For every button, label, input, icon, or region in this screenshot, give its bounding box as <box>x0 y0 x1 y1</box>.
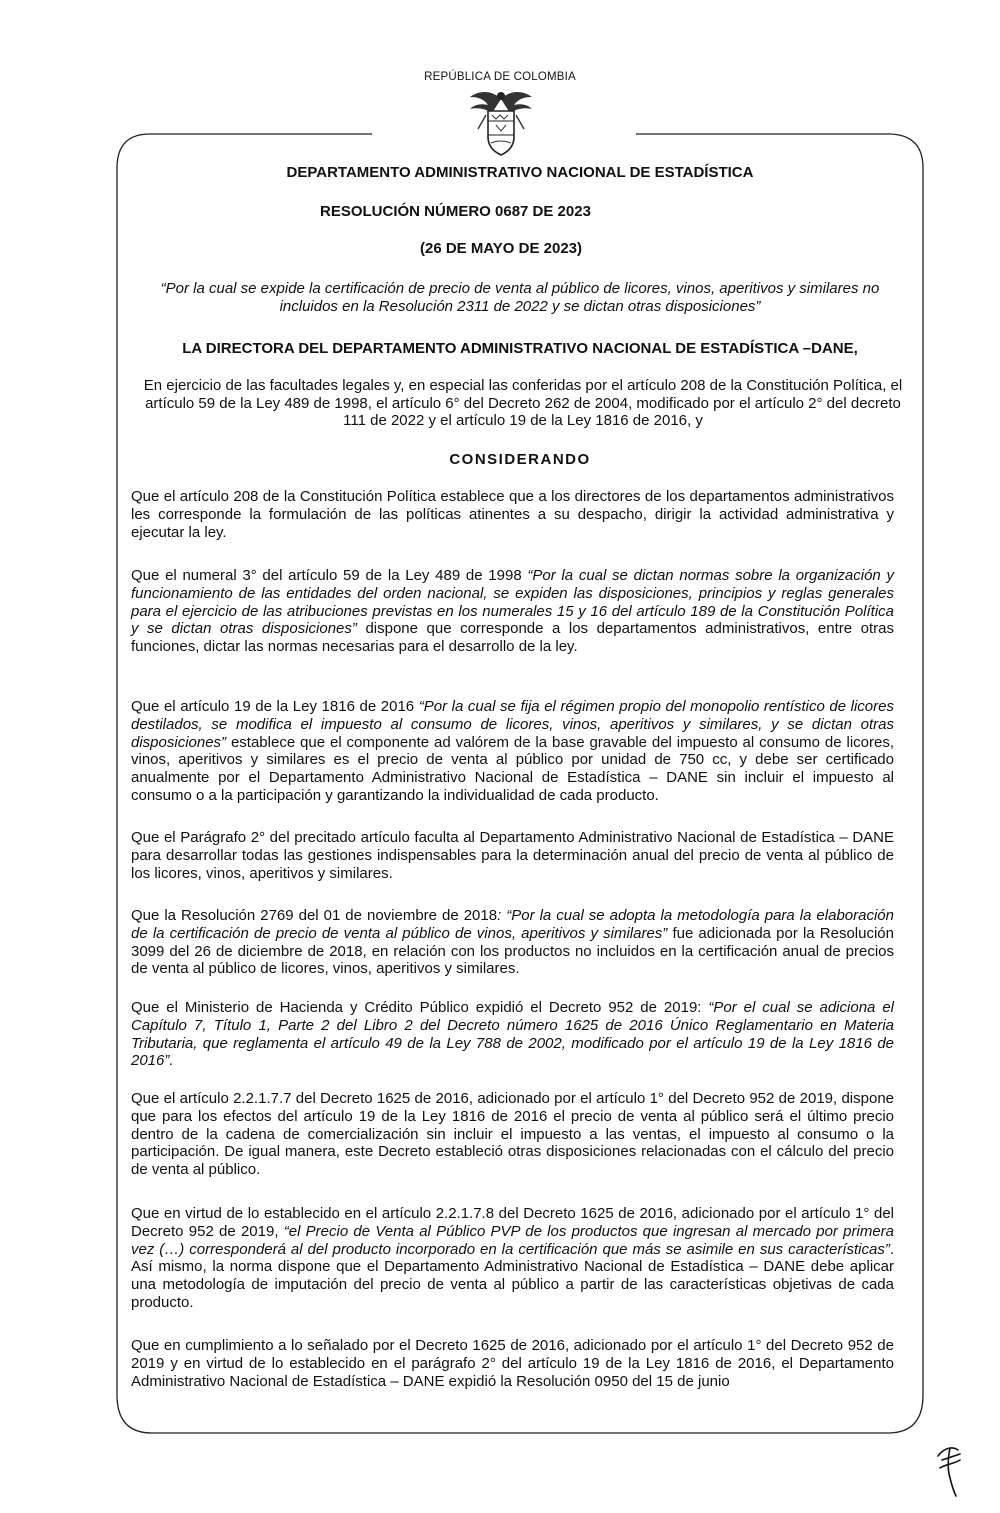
colombia-coat-of-arms-icon <box>466 85 536 160</box>
director-heading: LA DIRECTORA DEL DEPARTAMENTO ADMINISTRATIVO NACIONAL DE ESTADÍSTICA –DANE, <box>182 340 858 357</box>
paragraph: Que la Resolución 2769 del 01 de noviembre de 2018: “Por la cual se adopta la metodología para la elaboración de la certificación de precio de venta al público de vinos, aperitivos y similares” fue adicionada por la Resolución 3099 del 26 de diciembre de 2018, en relación con los productos no incluidos en la certificación anual de precios de venta al público de licores, vinos, aperitivos y similares. <box>131 907 894 978</box>
country-name: REPÚBLICA DE COLOMBIA <box>424 71 576 83</box>
paragraph: Que el artículo 19 de la Ley 1816 de 2016 “Por la cual se fija el régimen propio del monopolio rentístico de licores destilados, se modifica el impuesto al consumo de licores, vinos, aperitivos y similares, y se dictan otras disposiciones” establece que el componente ad valórem de la base gravable del impuesto al consumo de licores, vinos, aperitivos y similares es el precio de venta al público por unidad de 750 cc, y debe ser certificado anualmente por el Departamento Administrativo Nacional de Estadística – DANE sin incluir el impuesto al consumo o a la participación y garantizando la individualidad de cada producto. <box>131 698 894 804</box>
paragraph: Que el numeral 3° del artículo 59 de la Ley 489 de 1998 “Por la cual se dictan normas sobre la organización y funcionamiento de las entidades del orden nacional, se expiden las disposiciones, principios y reglas generales para el ejercicio de las atribuciones previstas en los numerales 15 y 16 del artículo 189 de la Constitución Política y se dictan otras disposiciones” dispone que corresponde a los departamentos administrativos, entre otras funciones, dictar las normas necesarias para el desarrollo de la ley. <box>131 567 894 656</box>
resolution-number: RESOLUCIÓN NÚMERO 0687 DE 2023 <box>320 203 591 220</box>
paragraph: Que el Parágrafo 2° del precitado artículo faculta al Departamento Administrativo Nacional de Estadística – DANE para desarrollar todas las gestiones indispensables para la determinación anual del precio de venta al público de los licores, vinos, aperitivos y similares. <box>131 829 894 882</box>
resolution-subject: “Por la cual se expide la certificación de precio de venta al público de licores, vinos, aperitivos y similares no incluidos en la Resolución 2311 de 2022 y se dictan otras disposiciones” <box>160 280 880 315</box>
handwritten-initial-icon <box>930 1438 970 1498</box>
considerando-heading: CONSIDERANDO <box>449 451 591 468</box>
paragraph: Que en virtud de lo establecido en el artículo 2.2.1.7.8 del Decreto 1625 de 2016, adicionado por el artículo 1° del Decreto 952 de 2019, “el Precio de Venta al Público PVP de los productos que ingresan al mercado por primera vez (…) corresponderá al del producto incorporado en la certificación que más se asimile en sus características”. Así mismo, la norma dispone que el Departamento Administrativo Nacional de Estadística – DANE debe aplicar una metodología de imputación del precio de venta al público a partir de las características objetivas de cada producto. <box>131 1205 894 1311</box>
paragraph: Que en cumplimiento a lo señalado por el Decreto 1625 de 2016, adicionado por el artículo 1° del Decreto 952 de 2019 y en virtud de lo establecido en el parágrafo 2° del artículo 19 de la Ley 1816 de 2016, el Departamento Administrativo Nacional de Estadística – DANE expidió la Resolución 0950 del 15 de junio <box>131 1337 894 1390</box>
paragraph: Que el Ministerio de Hacienda y Crédito Público expidió el Decreto 952 de 2019: “Por el cual se adiciona el Capítulo 7, Título 1, Parte 2 del Libro 2 del Decreto número 1625 de 2016 Único Reglamentario en Materia Tributaria, que reglamenta el artículo 49 de la Ley 788 de 2002, modificado por el artículo 19 de la Ley 1816 de 2016”. <box>131 999 894 1070</box>
entity-name: DEPARTAMENTO ADMINISTRATIVO NACIONAL DE ESTADÍSTICA <box>286 164 754 181</box>
paragraph: Que el artículo 208 de la Constitución Política establece que a los directores de los departamentos administrativos les corresponde la formulación de las políticas atinentes a su despacho, dirigir la actividad administrativa y ejecutar la ley. <box>131 488 894 541</box>
paragraph: Que el artículo 2.2.1.7.7 del Decreto 1625 de 2016, adicionado por el artículo 1° del Decreto 952 de 2019, dispone que para los efectos del artículo 19 de la Ley 1816 de 2016 el precio de venta al público será el último precio dentro de la cadena de comercialización sin incluir el impuesto a las ventas, el impuesto al consumo o la participación. De igual manera, este Decreto estableció otras disposiciones relacionadas con el cálculo del precio de venta al público. <box>131 1090 894 1179</box>
legal-powers: En ejercicio de las facultades legales y, en especial las conferidas por el artículo 208 de la Constitución Política, el artículo 59 de la Ley 489 de 1998, el artículo 6° del Decreto 262 de 2004, modificado por el artículo 2° del decreto 111 de 2022 y el artículo 19 de la Ley 1816 de 2016, y <box>143 377 903 429</box>
resolution-date: (26 DE MAYO DE 2023) <box>420 240 583 257</box>
